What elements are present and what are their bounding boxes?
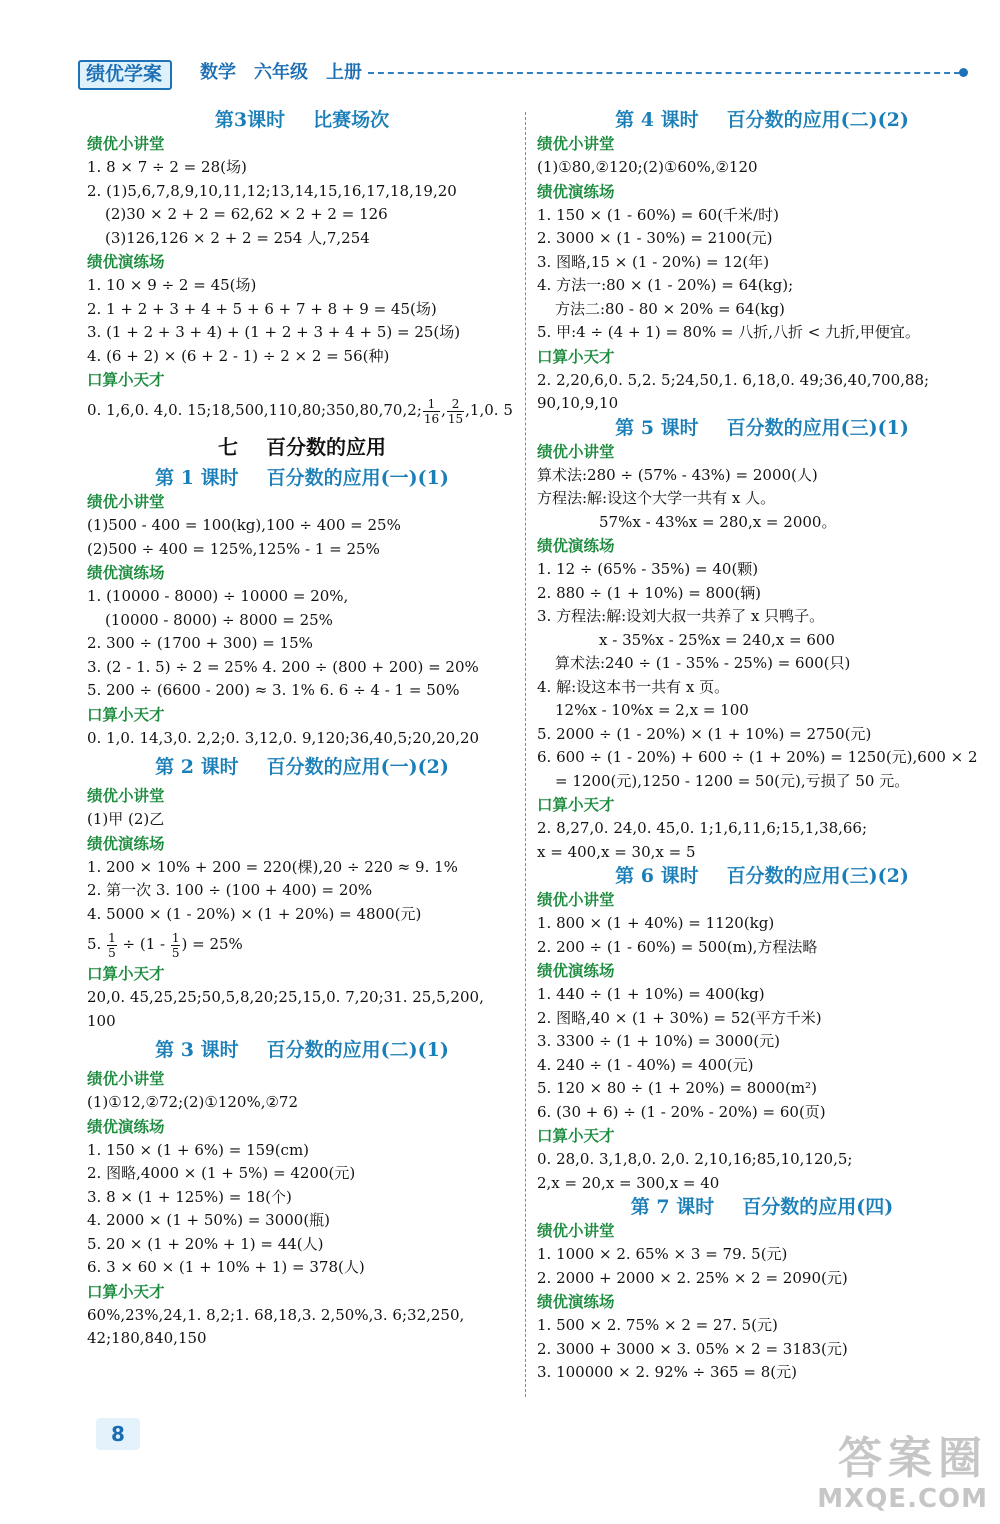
answer-line: 5. 2000 ÷ (1 - 20%) × (1 + 10%) = 2750(元) (537, 724, 872, 743)
answer-line: 算术法:240 ÷ (1 - 35% - 25%) = 600(只) (555, 654, 851, 672)
answer-line: 2,x = 20,x = 300,x = 40 (537, 1173, 720, 1192)
section-heading: 绩优演练场 (537, 962, 615, 980)
column-divider (525, 112, 526, 1397)
section-heading: 绩优演练场 (87, 564, 165, 582)
answer-line: 4. 2000 × (1 + 50%) = 3000(瓶) (87, 1211, 331, 1229)
answer-line: 2. (1)5,6,7,8,9,10,11,12;13,14,15,16,17,18,19,20 (87, 181, 457, 200)
answer-line: 2. 880 ÷ (1 + 10%) = 800(辆) (537, 583, 761, 602)
answer-line: 1. 1000 × 2. 65% × 3 = 79. 5(元) (537, 1245, 788, 1263)
answer-line: 2. 3000 × (1 - 30%) = 2100(元) (537, 229, 773, 247)
answer-line: 6. 600 ÷ (1 - 20%) + 600 ÷ (1 + 20%) = 1250(元),600 × 2 (537, 748, 978, 766)
answer-line: 1. 10 × 9 ÷ 2 = 45(场) (87, 276, 257, 294)
answer-line: 1. 150 × (1 - 60%) = 60(千米/时) (537, 205, 779, 224)
watermark-logo: 答案圈 MXQE.COM (817, 1433, 988, 1514)
section-heading: 绩优演练场 (87, 834, 165, 853)
answer-line: x - 35%x - 25%x = 240,x = 600 (599, 630, 835, 649)
section-heading: 绩优演练场 (537, 1293, 615, 1311)
section-heading: 口算小天才 (87, 705, 165, 724)
answer-line: 4. 方法一:80 × (1 - 20%) = 64(kg); (537, 276, 794, 294)
lesson-title: 第 5 课时 百分数的应用(三)(1) (615, 416, 909, 439)
answer-line: 3. 8 × (1 + 125%) = 18(个) (87, 1187, 292, 1206)
answer-line: 0. 1,6,0. 4,0. 15;18,500,110,80;350,80,70,2; $\frac{1}{16}$ , $\frac{2}{15}$ ,1,0. 5 (87, 396, 513, 426)
answer-line: 1. 12 ÷ (65% - 35%) = 40(颗) (537, 560, 759, 578)
answer-line: 3. 方程法:解:设刘大叔一共养了 x 只鸭子。 (537, 607, 825, 625)
answer-line: 0. 28,0. 3,1,8,0. 2,0. 2,10,16;85,10,120,5; (537, 1150, 853, 1168)
section-heading: 绩优小讲堂 (87, 1070, 165, 1088)
fraction: $\frac{2}{15}$ (447, 396, 464, 426)
answer-line: 5. 20 × (1 + 20% + 1) = 44(人) (87, 1234, 324, 1253)
answer-line: (2)30 × 2 + 2 = 62,62 × 2 + 2 = 126 (105, 205, 388, 223)
answer-line: 方程法:解:设这个大学一共有 x 人。 (537, 489, 776, 507)
answer-line: 1. 8 × 7 ÷ 2 = 28(场) (87, 158, 247, 176)
answer-line: 4. 5000 × (1 - 20%) × (1 + 20%) = 4800(元) (87, 904, 422, 923)
answer-line: 6. 3 × 60 × (1 + 10% + 1) = 378(人) (87, 1258, 365, 1276)
answer-line: 60%,23%,24,1. 8,2;1. 68,18,3. 2,50%,3. 6;32,250, (87, 1305, 465, 1324)
answer-line: 2. 300 ÷ (1700 + 300) = 15% (87, 634, 313, 652)
section-heading: 绩优小讲堂 (537, 442, 615, 461)
section-heading: 绩优小讲堂 (87, 135, 165, 153)
answer-line: 57%x - 43%x = 280,x = 2000。 (599, 512, 837, 531)
answer-line: 4. 240 ÷ (1 - 40%) = 400(元) (537, 1055, 754, 1074)
fraction: $\frac{1}{5}$ (108, 930, 116, 960)
answer-line: 5. 120 × 80 ÷ (1 + 20%) = 8000(m²) (537, 1079, 817, 1097)
lesson-title: 第 6 课时 百分数的应用(三)(2) (615, 865, 909, 887)
chapter-title: 七 百分数的应用 (218, 435, 386, 459)
section-heading: 绩优演练场 (87, 1117, 165, 1136)
section-heading: 绩优演练场 (537, 182, 615, 201)
page-number: 8 (96, 1418, 140, 1450)
answer-line: 90,10,9,10 (537, 394, 619, 412)
lesson-title: 第3课时 比赛场次 (214, 109, 390, 131)
lesson-title: 第 1 课时 百分数的应用(一)(1) (155, 467, 449, 489)
answer-line: 20,0. 45,25,25;50,5,8,20;25,15,0. 7,20;31. 25,5,200, (87, 988, 484, 1006)
page-header (78, 58, 968, 88)
section-heading: 口算小天才 (87, 1282, 165, 1301)
book-info (200, 60, 380, 86)
answer-line: 1. 200 × 10% + 200 = 220(棵),20 ÷ 220 ≈ 9. 1% (87, 857, 458, 876)
section-heading: 口算小天才 (537, 796, 615, 814)
lesson-title: 第 4 课时 百分数的应用(二)(2) (615, 109, 909, 131)
answer-line: (1)甲 (2)乙 (87, 810, 165, 828)
answer-line: 100 (87, 1011, 116, 1030)
answer-line: 4. 解:设这本书一共有 x 页。 (537, 677, 730, 696)
section-heading: 口算小天才 (87, 965, 165, 983)
section-heading: 绩优小讲堂 (87, 493, 165, 511)
answer-line: (10000 - 8000) ÷ 8000 = 25% (105, 610, 333, 629)
section-heading: 口算小天才 (537, 1127, 615, 1145)
section-heading: 绩优小讲堂 (87, 787, 165, 805)
answer-line: 6. (30 + 6) ÷ (1 - 20% - 20%) = 60(页) (537, 1102, 826, 1121)
answer-line: 1. 440 ÷ (1 + 10%) = 400(kg) (537, 985, 765, 1003)
answer-line: 2. 3000 + 3000 × 3. 05% × 2 = 3183(元) (537, 1339, 848, 1358)
section-heading: 绩优小讲堂 (537, 135, 615, 153)
answer-line: 方法二:80 - 80 × 20% = 64(kg) (555, 299, 785, 318)
lesson-title: 第 7 课时 百分数的应用(四) (630, 1196, 894, 1218)
answer-line: 2. 图略,4000 × (1 + 5%) = 4200(元) (87, 1164, 356, 1182)
answer-line: x = 400,x = 30,x = 5 (537, 842, 696, 861)
answer-line: 算术法:280 ÷ (57% - 43%) = 2000(人) (537, 465, 818, 484)
answer-line: 3. (2 - 1. 5) ÷ 2 = 25% 4. 200 ÷ (800 + 200) = 20% (87, 657, 479, 676)
answer-line: 42;180,840,150 (87, 1329, 207, 1347)
fraction: $\frac{1}{5}$ (171, 930, 180, 960)
section-heading: 绩优演练场 (537, 537, 615, 555)
answer-line: 2. 200 ÷ (1 - 60%) = 500(m),方程法略 (537, 937, 818, 956)
answer-line: 1. 800 × (1 + 40%) = 1120(kg) (537, 914, 775, 932)
answer-line: 5. $\frac{1}{5}$ ÷ (1 - $\frac{1}{5}$ ) = 25% (87, 930, 243, 960)
answer-line: 4. (6 + 2) × (6 + 2 - 1) ÷ 2 × 2 = 56(种) (87, 346, 390, 365)
section-heading: 绩优小讲堂 (537, 891, 615, 909)
left-column (87, 108, 517, 1351)
answer-line: (1)500 - 400 = 100(kg),100 ÷ 400 = 25% (87, 516, 401, 534)
answer-line: 1. 500 × 2. 75% × 2 = 27. 5(元) (537, 1316, 778, 1334)
section-heading: 绩优小讲堂 (537, 1222, 615, 1240)
subject-label: 数学 (200, 62, 236, 83)
answer-line: 5. 甲:4 ÷ (4 + 1) = 80% = 八折,八折 < 九折,甲便宜。 (537, 323, 920, 341)
fraction: $\frac{1}{16}$ (423, 396, 440, 426)
lesson-title: 第 2 课时 百分数的应用(一)(2) (155, 756, 449, 778)
section-heading: 口算小天才 (87, 371, 165, 389)
section-heading: 绩优演练场 (87, 253, 165, 271)
answer-line: 3. (1 + 2 + 3 + 4) + (1 + 2 + 3 + 4 + 5) = 25(场) (87, 323, 461, 341)
answer-line: 2. 图略,40 × (1 + 30%) = 52(平方千米) (537, 1008, 822, 1027)
answer-line: 1. 150 × (1 + 6%) = 159(cm) (87, 1140, 310, 1159)
section-heading: 口算小天才 (537, 347, 615, 366)
answer-line: 2. 1 + 2 + 3 + 4 + 5 + 6 + 7 + 8 + 9 = 45(场) (87, 299, 437, 318)
answer-line: 2. 2,20,6,0. 5,2. 5;24,50,1. 6,18,0. 49;36,40,700,88; (537, 370, 930, 389)
answer-line: 3. 3300 ÷ (1 + 10%) = 3000(元) (537, 1032, 781, 1050)
answer-line: 2. 第一次 3. 100 ÷ (100 + 400) = 20% (87, 881, 373, 899)
answer-line: 0. 1,0. 14,3,0. 2,2;0. 3,12,0. 9,120;36,40,5;20,20,20 (87, 728, 480, 747)
answer-line: (1)①80,②120;(2)①60%,②120 (537, 158, 758, 176)
answer-line: 2. 2000 + 2000 × 2. 25% × 2 = 2090(元) (537, 1268, 848, 1287)
answer-line: 5. 200 ÷ (6600 - 200) ≈ 3. 1% 6. 6 ÷ 4 - 1 = 50% (87, 681, 460, 699)
answer-line: 2. 8,27,0. 24,0. 45,0. 1;1,6,11,6;15,1,38,66; (537, 819, 868, 837)
answer-line: 1. (10000 - 8000) ÷ 10000 = 20%, (87, 587, 349, 605)
answer-line: = 1200(元),1250 - 1200 = 50(元),亏损了 50 元。 (555, 771, 910, 790)
brand-logo: 绩优学案 (78, 60, 172, 90)
answer-line: 3. 100000 × 2. 92% ÷ 365 = 8(元) (537, 1363, 797, 1381)
answer-line: (1)①12,②72;(2)①120%,②72 (87, 1093, 299, 1111)
grade-label: 六年级 (254, 62, 308, 83)
answer-line: (3)126,126 × 2 + 2 = 254 人,7,254 (105, 228, 370, 247)
header-dot (959, 68, 968, 77)
header-dashed-rule (368, 72, 960, 74)
answer-line: 12%x - 10%x = 2,x = 100 (555, 701, 749, 719)
answer-line: (2)500 ÷ 400 = 125%,125% - 1 = 25% (87, 539, 380, 558)
lesson-title: 第 3 课时 百分数的应用(二)(1) (155, 1039, 449, 1061)
answer-line: 3. 图略,15 × (1 - 20%) = 12(年) (537, 252, 770, 271)
volume-label: 上册 (326, 62, 362, 83)
right-column (537, 108, 987, 1385)
